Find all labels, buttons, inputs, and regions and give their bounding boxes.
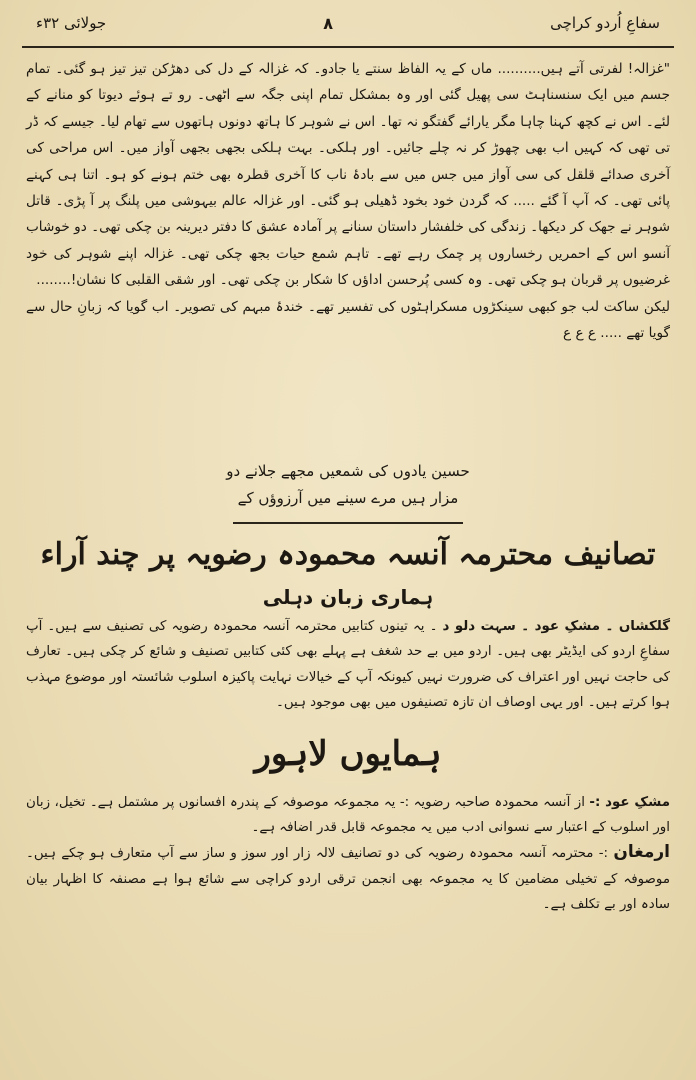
story-paragraph-1: "غزالہ! لفرتی آتے ہیں.......... ماں کے یہ الفاظ سنتے یا جادو۔ کہ غزالہ کے دل کی دھڑکن تیز تیز ہو گئی۔ تمام جسم میں ایک سنسناہٹ سی پھیل گئی اور وہ بمشکل تمام اپنی جگہ سے اٹھی۔ رو تے ہوئے دیوتا کو منانے کے لئے۔ اس نے کچھ کہنا چاہا مگر یارائے گفتگو نہ تھا۔ اس نے شوہر کا ہاتھ دونوں ہاتھوں سے تھام لیا۔ جیسے کہ ڈر تی تھی کہ کہیں اب بھی چھوڑ کر نہ چلے جائیں۔ اور ہلکی۔ بہت ہلکی بجھی بجھی آواز میں۔ اس مراحی کی آخری صدائے قلقل کی سی آواز میں جس میں سے بادۂ ناب کا آخری قطرہ بھی ختم ہونے کو ہو۔ اتنا ہی کہنے پائی تھی۔ کہ آپ آ گئے ..... کہ گردن خود بخود ڈھیلی ہو گئی۔ اور غزالہ عالم بیہوشی میں پلنگ پر آ پڑی۔ قاتل شوہر نے جھک کر دیکھا۔ زندگی کی خلفشار داستان سنانے پر آمادہ عشق کا دفتر دیرینہ بن چکی تھی۔ دو خوشاب آنسو اس کے احمریں رخساروں پر چمک رہے تھے۔ تاہم شمع حیات بجھ چکی تھی۔ غزالہ اپنے شوہر کی خود غرضیوں پر قربان ہو چکی تھی۔ وہ کسی پُرحسن اداؤں کا شکار بن چکی تھی۔ اور شقی القلبی کا نشان!........ [26,61,670,289]
verse-couplet [22,458,674,512]
review-1-books: گلکشاں ۔ مشکِ عود ۔ سہت دلو د [442,619,670,634]
review-2-text: از آنسہ محمودہ صاحبہ رضویہ :- یہ مجموعہ موصوفہ کے پندرہ افسانوں پر مشتمل ہے۔ تخیل، زبان اور اسلوب کے اعتبار سے نسوانی ادب میں یہ مجموعہ قابل قدر اضافہ ہے۔ [26,794,670,836]
review-1-text: ۔ یہ تینوں کتابیں محترمہ آنسہ محمودہ رضویہ کی تصنیف سے ہیں۔ آپ سفاعِ اردو کی ایڈیٹر بھی ہیں۔ اردو میں بے حد شغف ہے پہلے بھی کئی کتابیں تصنیف و شائع کر چکی ہیں۔ تعارف کی حاجت نہیں اور اعتراف کی ضرورت نہیں کیونکہ آپ کے خیالات نہایت پاکیزہ اسلوب شائستہ اور موضوع مہذب ہوا کرتے ہیں۔ اور یہی اوصاف ان تازہ تصنیفوں میں بھی موجود ہیں۔ [26,619,670,711]
section-divider [233,522,463,524]
reviewer-heading-2: ہمایوں لاہور [254,733,442,774]
review-2 [22,790,674,918]
review-3-book: ارمغان [613,842,670,863]
review-3-text: :- محترمہ آنسہ محمودہ رضویہ کی دو تصانیف لالہ زار اور سوز و ساز سے آپ متعارف ہو چکے ہیں۔ موصوفہ کے تخیلی مضامین کا یہ مجموعہ بھی انجمن ترقی اردو کراچی سے شائع ہوا ہے مصنفہ کا اظہار بیان سادہ اور بے تکلف ہے۔ [26,846,670,913]
review-2-book: مشکِ عود :- [589,794,671,810]
verse-line-2: مزار ہیں مرے سینے میں آرزوؤں کے [237,489,459,507]
magazine-name: سفاعِ اُردو کراچی [550,14,660,32]
section-title: تصانیف محترمہ آنسہ محمودہ رضویہ پر چند آراء [40,537,656,572]
page-header [22,0,674,40]
story-paragraph-2: لیکن ساکت لب جو کبھی سینکڑوں مسکراہٹوں کی تفسیر تھے۔ خندۂ مبہم کی تصویر۔ اب گویا کہ زبانِ حال سے گویا تھے ..... ع ع ع [26,298,670,342]
reviewer-heading-1: ہماری زبان دہلی [262,585,434,609]
review-1 [22,614,674,716]
issue-date: جولائی ۳۲ء [36,14,107,32]
verse-line-1: حسین یادوں کی شمعیں مجھے جلانے دو [226,462,470,480]
header-rule [22,46,674,48]
page-number: ۸ [323,13,334,33]
story-body [22,56,674,456]
